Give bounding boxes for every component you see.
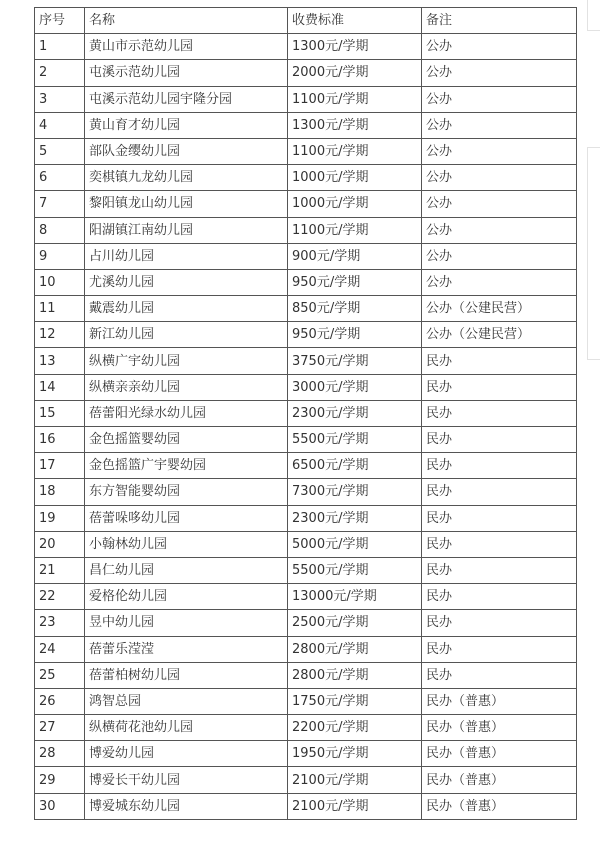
table-row [35,427,577,453]
cell-fee: 1100元/学期 [288,217,422,243]
cell-fee: 2000元/学期 [288,60,422,86]
cell-name: 蓓蕾哚哆幼儿园 [85,505,288,531]
cell-fee: 850元/学期 [288,296,422,322]
table-row [35,584,577,610]
cell-fee: 1000元/学期 [288,191,422,217]
cell-note: 民办 [422,610,577,636]
cell-number: 6 [35,165,85,191]
table-row [35,269,577,295]
cell-note: 民办 [422,400,577,426]
header-note: 备注 [422,8,577,34]
cell-note: 民办（普惠） [422,715,577,741]
cell-note: 民办 [422,531,577,557]
cell-fee: 6500元/学期 [288,453,422,479]
cell-note: 公办（公建民营） [422,322,577,348]
cell-fee: 1750元/学期 [288,688,422,714]
cell-note: 民办 [422,453,577,479]
cell-number: 27 [35,715,85,741]
cell-number: 4 [35,112,85,138]
cell-name: 博爱幼儿园 [85,741,288,767]
table-row [35,348,577,374]
cell-note: 公办 [422,191,577,217]
table-row [35,217,577,243]
cell-fee: 2800元/学期 [288,662,422,688]
cell-note: 民办 [422,427,577,453]
cell-name: 屯溪示范幼儿园 [85,60,288,86]
table-row [35,374,577,400]
cell-note: 民办 [422,636,577,662]
cell-name: 蓓蕾阳光绿水幼儿园 [85,400,288,426]
cell-fee: 950元/学期 [288,269,422,295]
cell-note: 民办 [422,557,577,583]
cell-name: 金色摇篮广宇婴幼园 [85,453,288,479]
cell-name: 黎阳镇龙山幼儿园 [85,191,288,217]
cell-note: 公办 [422,243,577,269]
table-row [35,715,577,741]
table-row [35,296,577,322]
cell-number: 12 [35,322,85,348]
kindergarten-fee-table [34,7,577,820]
cell-fee: 950元/学期 [288,322,422,348]
cell-name: 纵横荷花池幼儿园 [85,715,288,741]
table-row [35,662,577,688]
cell-note: 民办 [422,348,577,374]
cell-number: 2 [35,60,85,86]
cell-note: 民办 [422,374,577,400]
cell-note: 公办 [422,86,577,112]
cell-note: 民办（普惠） [422,688,577,714]
cell-name: 纵横广宇幼儿园 [85,348,288,374]
cell-number: 29 [35,767,85,793]
cell-number: 26 [35,688,85,714]
cell-name: 博爱长干幼儿园 [85,767,288,793]
cell-name: 奕棋镇九龙幼儿园 [85,165,288,191]
cell-fee: 1000元/学期 [288,165,422,191]
cell-fee: 1950元/学期 [288,741,422,767]
cell-name: 戴震幼儿园 [85,296,288,322]
cell-fee: 5000元/学期 [288,531,422,557]
table-row [35,86,577,112]
cell-name: 东方智能婴幼园 [85,479,288,505]
cell-fee: 2100元/学期 [288,793,422,819]
cell-fee: 5500元/学期 [288,427,422,453]
cell-note: 民办 [422,479,577,505]
cell-name: 新江幼儿园 [85,322,288,348]
cell-name: 黄山育才幼儿园 [85,112,288,138]
cell-number: 11 [35,296,85,322]
cell-number: 10 [35,269,85,295]
cell-name: 金色摇篮婴幼园 [85,427,288,453]
table-row [35,322,577,348]
header-fee: 收费标准 [288,8,422,34]
cell-note: 民办 [422,505,577,531]
cell-number: 20 [35,531,85,557]
table-row [35,479,577,505]
cell-number: 23 [35,610,85,636]
cell-number: 19 [35,505,85,531]
table-row [35,138,577,164]
cell-name: 博爱城东幼儿园 [85,793,288,819]
table-row [35,610,577,636]
cell-name: 占川幼儿园 [85,243,288,269]
cell-number: 30 [35,793,85,819]
cell-name: 尤溪幼儿园 [85,269,288,295]
cell-name: 蓓蕾柏树幼儿园 [85,662,288,688]
cell-fee: 3000元/学期 [288,374,422,400]
cell-number: 9 [35,243,85,269]
cell-name: 纵横亲亲幼儿园 [85,374,288,400]
cell-number: 17 [35,453,85,479]
header-number: 序号 [35,8,85,34]
side-panel-top [587,0,600,31]
cell-number: 13 [35,348,85,374]
table-row [35,191,577,217]
cell-note: 民办（普惠） [422,741,577,767]
cell-number: 22 [35,584,85,610]
table-row [35,34,577,60]
cell-fee: 1300元/学期 [288,34,422,60]
cell-number: 7 [35,191,85,217]
header-name: 名称 [85,8,288,34]
table-row [35,636,577,662]
table-row [35,767,577,793]
cell-number: 3 [35,86,85,112]
cell-name: 昌仁幼儿园 [85,557,288,583]
table-row [35,741,577,767]
cell-note: 公办 [422,217,577,243]
cell-note: 公办 [422,112,577,138]
table-body [35,34,577,820]
table-row [35,400,577,426]
cell-name: 黄山市示范幼儿园 [85,34,288,60]
cell-number: 18 [35,479,85,505]
cell-fee: 2300元/学期 [288,400,422,426]
table-row [35,453,577,479]
cell-name: 鸿智总园 [85,688,288,714]
side-panel [587,147,600,360]
cell-number: 21 [35,557,85,583]
cell-note: 公办 [422,138,577,164]
cell-name: 昱中幼儿园 [85,610,288,636]
table-row [35,557,577,583]
table-row [35,531,577,557]
table-row [35,243,577,269]
cell-note: 公办（公建民营） [422,296,577,322]
cell-note: 民办 [422,584,577,610]
cell-name: 蓓蕾乐滢滢 [85,636,288,662]
cell-fee: 2300元/学期 [288,505,422,531]
cell-number: 28 [35,741,85,767]
cell-fee: 2200元/学期 [288,715,422,741]
cell-number: 1 [35,34,85,60]
cell-fee: 900元/学期 [288,243,422,269]
cell-name: 阳湖镇江南幼儿园 [85,217,288,243]
cell-fee: 2100元/学期 [288,767,422,793]
cell-fee: 3750元/学期 [288,348,422,374]
cell-number: 15 [35,400,85,426]
cell-note: 民办 [422,662,577,688]
table-row [35,112,577,138]
cell-number: 8 [35,217,85,243]
cell-note: 公办 [422,60,577,86]
cell-note: 公办 [422,269,577,295]
cell-note: 公办 [422,165,577,191]
cell-fee: 2800元/学期 [288,636,422,662]
cell-name: 部队金缨幼儿园 [85,138,288,164]
table-header-row [35,8,577,34]
cell-number: 5 [35,138,85,164]
table-row [35,505,577,531]
table-row [35,688,577,714]
table-row [35,60,577,86]
cell-note: 民办（普惠） [422,793,577,819]
cell-fee: 13000元/学期 [288,584,422,610]
cell-fee: 1100元/学期 [288,138,422,164]
cell-name: 爱格伦幼儿园 [85,584,288,610]
cell-fee: 1300元/学期 [288,112,422,138]
cell-name: 屯溪示范幼儿园宇隆分园 [85,86,288,112]
cell-fee: 5500元/学期 [288,557,422,583]
cell-fee: 2500元/学期 [288,610,422,636]
table-row [35,165,577,191]
cell-fee: 7300元/学期 [288,479,422,505]
cell-number: 24 [35,636,85,662]
cell-fee: 1100元/学期 [288,86,422,112]
cell-note: 民办（普惠） [422,767,577,793]
cell-number: 25 [35,662,85,688]
cell-note: 公办 [422,34,577,60]
cell-number: 14 [35,374,85,400]
table-row [35,793,577,819]
cell-name: 小翰林幼儿园 [85,531,288,557]
cell-number: 16 [35,427,85,453]
